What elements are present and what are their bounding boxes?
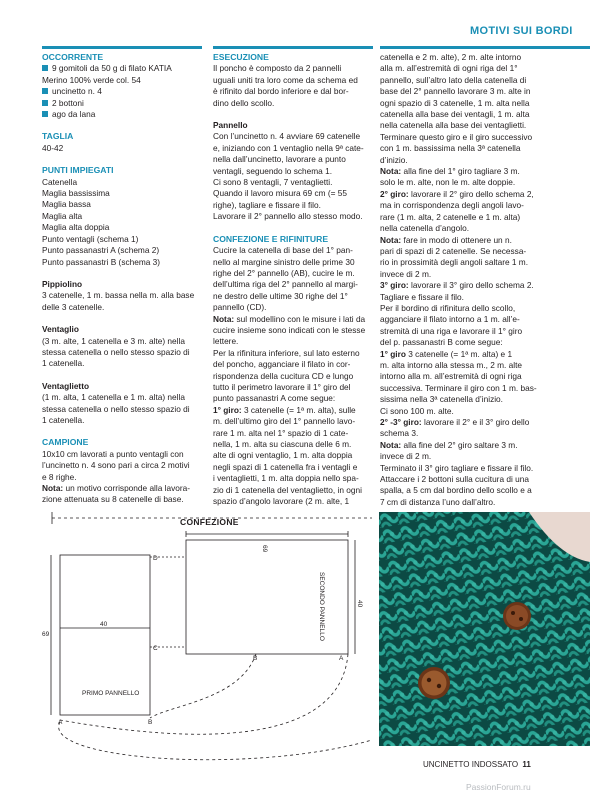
body-line: 3 catenelle, 1 m. bassa nella m. alla base	[42, 290, 195, 301]
button-icon	[503, 602, 531, 630]
second-panel-label: SECONDO PANNELLO	[318, 572, 325, 641]
body-line: invece di 2 m.	[380, 268, 432, 279]
body-line: righe del 2° pannello (AB), cucire le m.	[213, 267, 355, 278]
body-line: cucire insieme sono indicati con le stesse	[213, 324, 366, 335]
body-line: nella catenella d’angolo.	[380, 223, 470, 234]
body-line: Ci sono 8 ventagli, 7 ventaglietti.	[213, 177, 333, 188]
seam-curve-bottom	[59, 722, 372, 760]
letter-a: A	[339, 655, 344, 662]
body-line: Ci sono 100 m. alte.	[380, 405, 454, 416]
body-line: punto passanastri A come segue:	[213, 393, 336, 404]
watermark: PassionForum.ru	[466, 782, 531, 792]
stitch-item: Catenella	[42, 176, 78, 187]
button-icon	[418, 667, 450, 699]
materials-item-cont: Merino 100% verde col. 54	[42, 74, 141, 85]
letter-b: B	[253, 655, 258, 662]
body-line: base del 2° pannello lavorare 3 m. alte in	[380, 86, 531, 97]
body-line: 7 cm di distanza l’uno dall’altro.	[380, 496, 496, 507]
body-line: sissima nella 3ª catenella d’inizio.	[380, 394, 503, 405]
body-line: catenella alla base dei ventagli, 1 m. alta	[380, 109, 530, 120]
body-line: stremità di una riga e lavorare il 1° giro	[380, 325, 523, 336]
body-line: rare (1 m. alta, 2 catenelle e 1 m. alta)	[380, 211, 521, 222]
body-line: i ventaglietti, 1 m. alta doppia nello spa-	[213, 473, 359, 484]
note-line: Nota: sul modellino con le misure i lati da	[213, 313, 366, 324]
body-line: Il poncho è composto da 2 pannelli	[213, 63, 342, 74]
stitch-item: Maglia bassa	[42, 199, 91, 210]
taglia-value: 40-42	[42, 142, 64, 153]
body-line: Con l’uncinetto n. 4 avviare 69 catenelle	[213, 131, 361, 142]
body-line: intorno alla m. all’estremità di ogni riga	[380, 371, 522, 382]
body-line: m. dell’ultimo giro del 1° pannello lavo-	[213, 416, 356, 427]
body-line: ventagli, seguendo lo schema 1.	[213, 165, 333, 176]
section-title: MOTIVI SUI BORDI	[470, 25, 573, 37]
body-line: pari di spazi di 2 catenelle. Se necessa-	[380, 245, 527, 256]
dim-label-69-left: 69	[42, 631, 50, 638]
body-line: stessa catenella o nello stesso spazio di	[42, 403, 190, 414]
body-line: dell’ultima riga del 2° pannello al margi-	[213, 279, 358, 290]
note-line: Nota: un motivo corrisponde alla lavora-	[42, 483, 191, 493]
heading-esecuzione: ESECUZIONE	[213, 52, 269, 62]
body-line: Per il bordino di rifinitura dello scollo,	[380, 302, 516, 313]
body-line: e, iniziando con 1 ventaglio nella 9ª cate-	[213, 142, 364, 153]
body-line: rare 1 m. alta nel 1° spazio di 1 cate-	[213, 427, 349, 438]
body-line: successiva. Terminare il giro con 1 m. bas-	[380, 382, 537, 393]
heading-ventaglietto: Ventaglietto	[42, 380, 90, 391]
body-line: Tagliare e fissare il filo.	[380, 291, 464, 302]
round-line: 1° giro 3 catenelle (= 1ª m. alta) e 1	[380, 348, 513, 359]
body-line: d’inizio.	[380, 154, 408, 165]
stitch-item: Punto passanastri B (schema 3)	[42, 256, 161, 267]
body-line: del poncho, agganciare il filato in cor-	[213, 359, 351, 370]
body-line: agganciare il filato intorno a 1 m. all’e-	[380, 314, 520, 325]
body-line: e 8 righe.	[42, 471, 77, 482]
materials-item: ago da lana	[42, 109, 200, 120]
seam-curve-ab	[150, 654, 256, 718]
body-line: è rifinito dal bordo inferiore e dal bor-	[213, 86, 349, 97]
body-line: alla m. all’estremità di ogni riga del 1°	[380, 63, 518, 74]
body-line: pannello, sull’altro lato della catenella di	[380, 74, 527, 85]
body-line: alte di ogni ventaglio, 1 m. alta doppia	[213, 450, 353, 461]
heading-taglia: TAGLIA	[42, 131, 74, 142]
body-line: zione attenuata su 8 catenelle di base.	[42, 494, 184, 505]
stitch-item: Punto passanastri A (schema 2)	[42, 245, 160, 256]
page-number: 11	[522, 760, 531, 769]
diagram-title: CONFEZIONE	[180, 517, 239, 527]
body-line: ne destro delle ultime 30 righe del 1°	[213, 290, 348, 301]
body-line: pannello (CD).	[213, 302, 267, 313]
body-line: Terminare questo giro e il giro successivo	[380, 131, 533, 142]
dim-label-69-top: 69	[261, 545, 268, 553]
materials-item: 2 bottoni	[42, 98, 200, 109]
body-line: Terminato il 3° giro tagliare e fissare il filo.	[380, 462, 534, 473]
heading-ventaglio: Ventaglio	[42, 324, 79, 335]
round-line: 2° giro: lavorare il 2° giro dello schema 2,	[380, 188, 534, 199]
body-line: rispondenza della cucitura CD e lungo	[213, 370, 354, 381]
letter-d: D	[153, 555, 158, 562]
heading-campione: CAMPIONE	[42, 437, 89, 448]
round-line: 1° giro: 3 catenelle (= 1ª m. alta), sulle	[213, 404, 356, 415]
body-line: spalla, a 5 cm dal bordino dello scollo e a	[380, 485, 532, 496]
body-line: ogni spazio di 3 catenelle, 1 m. alta nella	[380, 97, 530, 108]
body-line: Attaccare i 2 bottoni sulla cucitura di una	[380, 474, 529, 485]
body-line: Cucire la catenella di base del 1° pan-	[213, 245, 353, 256]
body-line: 10x10 cm lavorati a punto ventagli con	[42, 448, 184, 459]
magazine-name: UNCINETTO INDOSSATO	[423, 760, 519, 769]
note-line: Nota: alla fine del 2° giro saltare 3 m.	[380, 439, 518, 450]
body-line: (3 m. alte, 1 catenella e 3 m. alte) nella	[42, 335, 185, 346]
body-line: stessa catenella o nello stesso spazio di	[42, 346, 190, 357]
body-line: Quando il lavoro misura 69 cm (= 55	[213, 188, 347, 199]
body-line: spazio d’angolo lavorare (2 m. alte, 1	[213, 496, 350, 507]
note-line: Nota: fare in modo di ottenere un n.	[380, 234, 512, 245]
dim-label-40-mid: 40	[100, 621, 108, 628]
crochet-photo	[379, 512, 590, 746]
body-line: solo le m. alte, non le m. alte doppie.	[380, 177, 516, 188]
body-line: con 1 m. bassissima nella 3ª catenella	[380, 143, 521, 154]
body-line: delle 3 catenelle.	[42, 301, 105, 312]
heading-pippiolino: Pippiolino	[42, 278, 83, 289]
heading-punti: PUNTI IMPIEGATI	[42, 165, 114, 176]
body-line: dino dello scollo.	[213, 97, 275, 108]
body-line: catenella e 2 m. alte), 2 m. alte intorno	[380, 52, 522, 62]
body-line: ma in corrispondenza degli angoli lavo-	[380, 200, 524, 211]
body-line: nella, 1 m. alta su ciascuna delle 6 m.	[213, 439, 352, 449]
body-line: del p. passanastri B come segue:	[380, 337, 503, 348]
stitch-item: Punto ventagli (schema 1)	[42, 233, 139, 244]
body-line: m. alta intorno alla stessa m., 2 m. alte	[380, 359, 523, 370]
body-line: schema 3.	[380, 428, 419, 439]
letter-b: B	[148, 719, 153, 726]
page-footer	[423, 760, 531, 769]
body-line: lettere.	[213, 336, 239, 347]
round-line: 3° giro: lavorare il 3° giro dello schema 2.	[380, 280, 534, 291]
round-line: 2° -3° giro: lavorare il 2° e il 3° giro dello	[380, 417, 530, 427]
body-line: nello al margine sinistro delle prime 30	[213, 256, 355, 267]
heading-pannello: Pannello	[213, 120, 248, 131]
heading-confezione: CONFEZIONE E RIFINITURE	[213, 233, 329, 244]
body-line: nella dall’uncinetto, lavorare a punto	[213, 154, 346, 165]
body-line: (1 m. alta, 1 catenella e 1 m. alta) nella	[42, 392, 185, 403]
body-line: nella catenella alla base dei ventaglietti.	[380, 120, 527, 131]
body-line: zio di 1 catenella del ventaglietto, in ogni	[213, 484, 362, 495]
stitch-item: Maglia alta	[42, 210, 83, 221]
body-line: Lavorare il 2° pannello allo stesso modo.	[213, 211, 363, 222]
heading-occorrente: OCCORRENTE	[42, 52, 104, 62]
body-line: 1 catenella.	[42, 414, 85, 425]
note-line: Nota: alla fine del 1° giro tagliare 3 m.	[380, 166, 520, 177]
body-line: Per la rifinitura inferiore, sul lato esterno	[213, 347, 360, 358]
body-line: l’uncinetto n. 4 sono pari a circa 2 motivi	[42, 460, 190, 471]
dim-label-40-right: 40	[356, 600, 363, 608]
crochet-photo-image	[379, 512, 590, 746]
body-line: rio in prossimità degli angoli saltare 1 m.	[380, 257, 529, 268]
letter-c: C	[153, 645, 158, 652]
body-line: tutto il perimetro lavorare il 1° giro del	[213, 381, 351, 392]
materials-item: uncinetto n. 4	[42, 86, 200, 97]
body-line: negli spazi di 1 catenella fra i ventagli e	[213, 461, 358, 472]
body-line: righe), tagliare e fissare il filo.	[213, 199, 321, 210]
body-line: 1 catenella.	[42, 358, 85, 369]
stitch-item: Maglia bassissima	[42, 188, 110, 199]
body-line: uguali uniti tra loro come da schema ed	[213, 74, 358, 85]
stitch-item: Maglia alta doppia	[42, 222, 110, 233]
first-panel-label: PRIMO PANNELLO	[82, 690, 140, 697]
body-line: invece di 2 m.	[380, 451, 432, 462]
materials-item: 9 gomitoli da 50 g di filato KATIA	[42, 63, 200, 74]
letter-a: A	[58, 719, 63, 726]
